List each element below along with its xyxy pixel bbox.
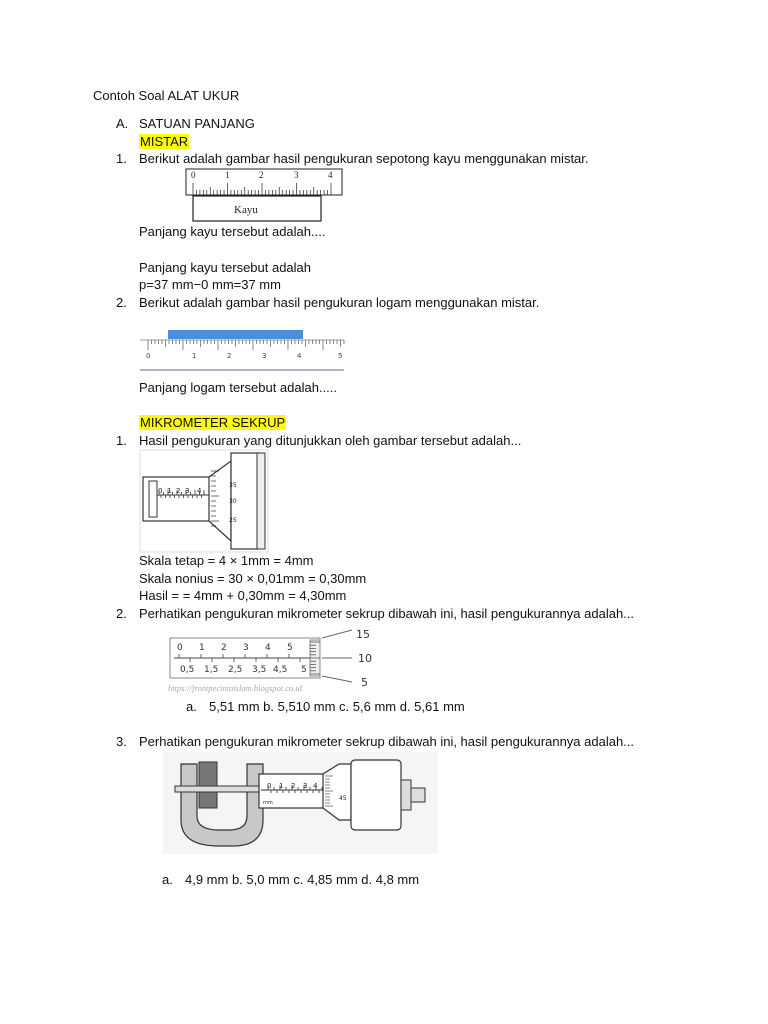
micrometer-figure-2 [166,622,386,694]
thimble-callout-label: 10 [358,652,372,665]
ruler-tick-label: 2 [227,352,232,360]
ruler-tick-label: 4 [297,352,302,360]
upper-tick-label: 3 [243,643,249,653]
ruler-tick-label: 3 [262,352,267,360]
question-text: Berikut adalah gambar hasil pengukuran logam menggunakan mistar. [139,295,540,310]
question-prompt: Panjang kayu tersebut adalah.... [139,224,326,239]
solution-line: Skala tetap = 4 × 1mm = 4mm [139,553,314,568]
question-number: 2. [116,295,127,310]
question-number: 2. [116,606,127,621]
sleeve-tick-label: 0 [267,782,272,790]
upper-tick-label: 4 [265,643,271,653]
question-prompt: Panjang logam tersebut adalah..... [139,380,338,395]
question-number: 1. [116,151,127,166]
lower-tick-label: 1,5 [204,665,219,675]
micrometer-figure-3 [163,752,438,854]
thimble-tick-label: 35 [229,482,237,489]
upper-tick-label: 5 [287,643,293,653]
thimble-tick-label: 25 [229,517,237,524]
upper-tick-label: 1 [199,643,205,653]
mikrometer-label: MIKROMETER SEKRUP [140,415,286,430]
question-number: 1. [116,433,127,448]
question-text: Hasil pengukuran yang ditunjukkan oleh gambar tersebut adalah... [139,433,522,448]
question-text: Perhatikan pengukuran mikrometer sekrup dibawah ini, hasil pengukurannya adalah... [139,734,635,749]
ruler-tick-label: 0 [191,170,196,180]
ruler-tick-label: 1 [192,352,197,360]
thimble-callout-label: 5 [361,676,368,689]
thimble-tick-label: 30 [229,498,237,505]
thimble-callout-label: 15 [356,628,370,641]
ruler-tick-label: 3 [294,170,299,180]
upper-tick-label: 2 [221,643,227,653]
section-heading: SATUAN PANJANG [139,116,255,131]
watermark: https://frontpecintaislam.blogspot.co.id [168,683,303,693]
ruler-wood-figure [184,168,344,224]
sleeve-tick-label: 1 [167,487,172,495]
wood-label: Kayu [234,204,258,216]
lower-tick-label: 5 [301,665,307,675]
option-marker: a. [162,872,173,887]
ruler-tick-label: 2 [259,170,264,180]
sleeve-tick-label: 4 [313,782,318,790]
upper-tick-label: 0 [177,643,183,653]
ruler-tick-label: 0 [146,352,151,360]
page-title: Contoh Soal ALAT UKUR [93,88,240,103]
answer-options: 5,51 mm b. 5,510 mm c. 5,6 mm d. 5,61 mm [209,699,465,714]
mistar-label: MISTAR [140,134,189,149]
question-text: Perhatikan pengukuran mikrometer sekrup dibawah ini, hasil pengukurannya adalah... [139,606,635,621]
question-number: 3. [116,734,127,749]
ruler-metal-figure [138,328,348,374]
answer-line: p=37 mm−0 mm=37 mm [139,277,281,292]
ruler-tick-label: 5 [338,352,343,360]
lower-tick-label: 3,5 [252,665,267,675]
unit-label: mm [263,800,273,806]
sleeve-tick-label: 1 [279,782,284,790]
lower-tick-label: 2,5 [228,665,243,675]
sleeve-tick-label: 3 [303,782,308,790]
lower-tick-label: 0,5 [180,665,195,675]
answer-options: 4,9 mm b. 5,0 mm c. 4,85 mm d. 4,8 mm [185,872,420,887]
solution-line: Hasil = = 4mm + 0,30mm = 4,30mm [139,588,347,603]
sleeve-tick-label: 3 [185,487,190,495]
option-marker: a. [186,699,197,714]
sleeve-tick-label: 0 [158,487,163,495]
question-text: Berikut adalah gambar hasil pengukuran sepotong kayu menggunakan mistar. [139,151,589,166]
metal-bar [168,330,303,339]
sleeve-tick-label: 2 [176,487,181,495]
thimble-tick-label: 45 [339,795,347,802]
solution-line: Skala nonius = 30 × 0,01mm = 0,30mm [139,571,367,586]
micrometer-figure-1 [139,449,269,553]
ruler-tick-label: 1 [225,170,230,180]
answer-line: Panjang kayu tersebut adalah [139,260,312,275]
lower-tick-label: 4,5 [273,665,288,675]
section-marker: A. [116,116,129,131]
ruler-tick-label: 4 [328,170,333,180]
sleeve-tick-label: 4 [197,487,202,495]
sleeve-tick-label: 2 [291,782,296,790]
